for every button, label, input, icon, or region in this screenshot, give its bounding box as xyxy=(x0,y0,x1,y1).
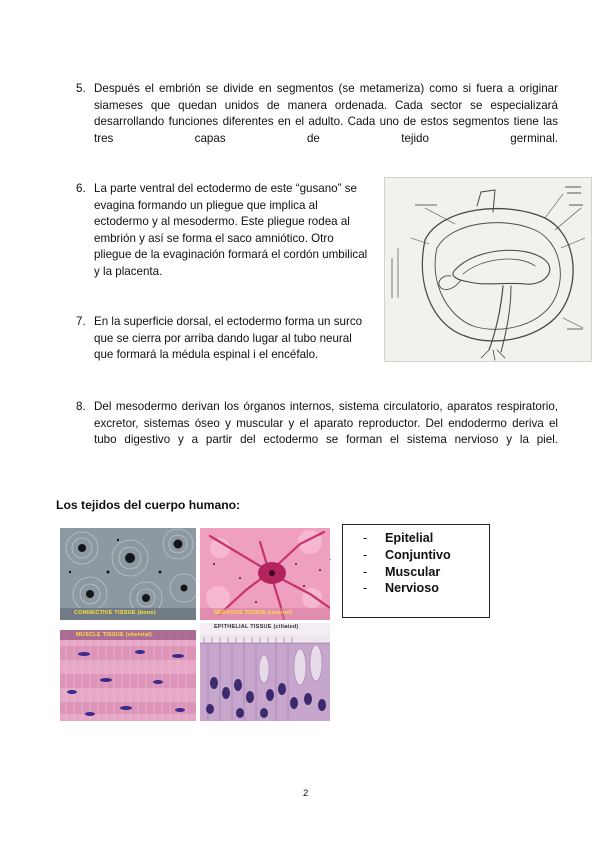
item-number: 7. xyxy=(76,315,86,328)
tissue-type-item xyxy=(363,564,451,581)
bullet-dash: - xyxy=(363,531,368,545)
bullet-dash: - xyxy=(363,547,368,562)
tissue-caption: MUSCLE TISSUE (skeletal) xyxy=(76,632,152,638)
section-title: Los tejidos del cuerpo humano: xyxy=(56,498,241,512)
tissue-type-item xyxy=(363,530,451,547)
tissue-types-box xyxy=(342,524,490,618)
tissue-type-label: Nervioso xyxy=(385,581,439,596)
text-line: pliegue de la evaginación formará el cordón umbilical xyxy=(94,248,368,261)
item-text xyxy=(94,181,382,280)
tissue-caption: EPITHELIAL TISSUE (ciliated) xyxy=(214,624,299,630)
embryo-sketch-image xyxy=(384,177,592,362)
bullet-dash: - xyxy=(363,581,368,596)
text-line: embrión y así se forma el saco amniótico. Otro xyxy=(94,231,334,245)
tissue-caption: NERVOUS TISSUE (neuron) xyxy=(214,610,293,616)
text-line: evagina formando un pliegue que implica al xyxy=(94,198,318,212)
text-line: ectodermo y al mesodermo. Este pliegue rodea al xyxy=(94,215,350,228)
page-number: 2 xyxy=(303,788,309,799)
item-text: Del mesodermo derivan los órganos internos, sistema circulatorio, aparatos respiratorio, excretor, sistemas óseo y muscular y el aparato reproductor. Del endodermo deriva el tubo digestivo y a partir del ectodermo se forman el sistema nervioso y la piel. xyxy=(94,400,558,446)
text-line: que se cierra por arriba dando lugar al tubo neural xyxy=(94,331,352,345)
item-text: Después el embrión se divide en segmentos (se metameriza) como si fuera a originar siameses que quedan unidos de manera ordenada. Cada sector se especializará desarrollando funciones diferentes en el adulto. Cada uno de estos segmentos tiene las tres capas de tejido germinal. xyxy=(94,82,558,145)
item-number: 5. xyxy=(76,82,86,95)
tissue-caption: CONNECTIVE TISSUE (bone) xyxy=(74,610,156,616)
item-text xyxy=(94,314,382,364)
text-line: En la superficie dorsal, el ectodermo forma un surco xyxy=(94,315,363,328)
text-line: que formará la médula espinal i el encéfalo. xyxy=(94,348,319,361)
connective-tissue-image xyxy=(60,528,196,620)
epithelial-tissue-image xyxy=(200,623,330,721)
muscle-tissue-image xyxy=(60,630,196,721)
tissue-type-item xyxy=(363,547,451,564)
stray-mark: . xyxy=(329,552,332,562)
tissue-type-label: Epitelial xyxy=(385,531,434,545)
tissue-type-label: Muscular xyxy=(385,564,441,579)
tissue-types-list xyxy=(363,530,451,597)
bullet-dash: - xyxy=(363,564,368,579)
text-line: La parte ventral del ectodermo de este “gusano” se xyxy=(94,182,357,195)
nervous-tissue-image xyxy=(200,528,330,620)
item-number: 6. xyxy=(76,182,86,195)
item-number: 8. xyxy=(76,400,86,413)
tissue-type-label: Conjuntivo xyxy=(385,547,451,562)
text-line: y la placenta. xyxy=(94,264,163,278)
tissue-type-item xyxy=(363,580,451,597)
